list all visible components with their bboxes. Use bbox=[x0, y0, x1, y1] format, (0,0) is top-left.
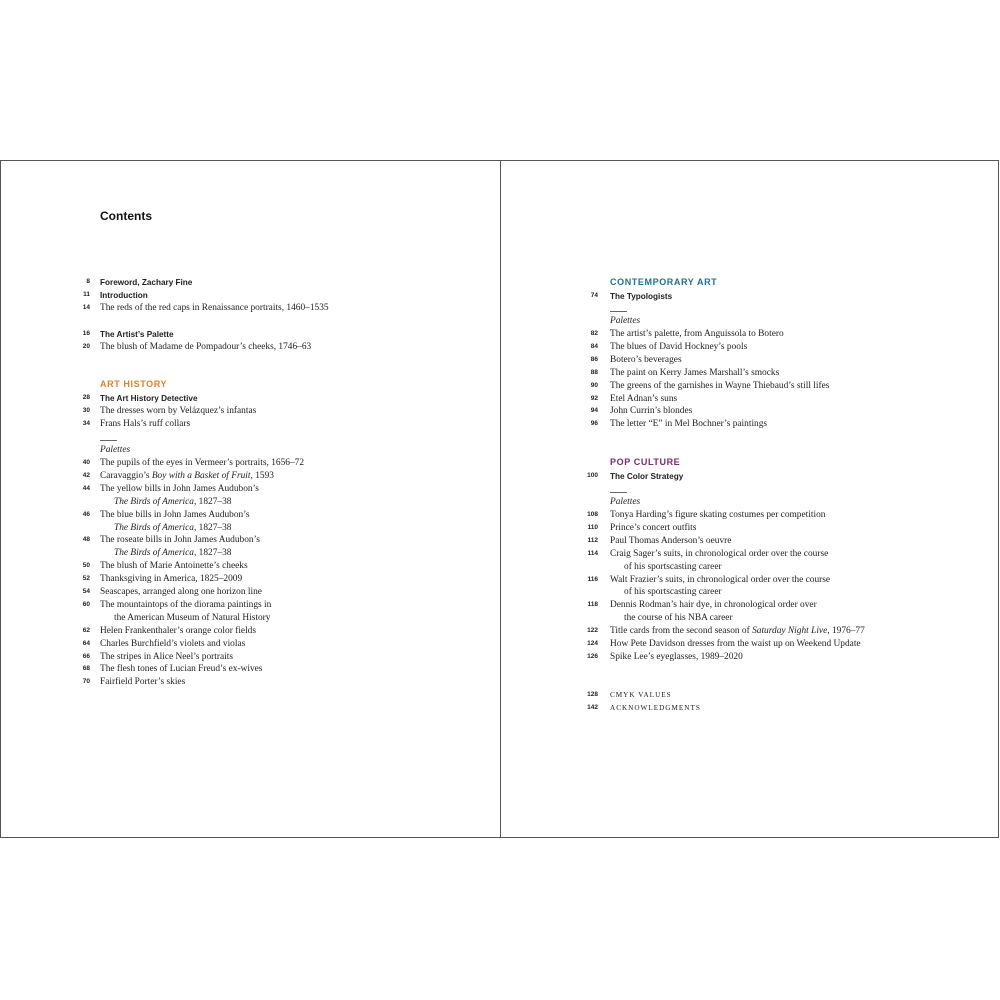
entry-title: The dresses worn by Velázquez’s infantas bbox=[100, 405, 257, 416]
entry-title: The greens of the garnishes in Wayne Thiebaud’s still lifes bbox=[610, 380, 830, 391]
toc-entry bbox=[1, 341, 500, 354]
toc-entry bbox=[501, 574, 1000, 587]
book-spread bbox=[0, 160, 999, 838]
toc-entry bbox=[501, 625, 1000, 638]
entry-title: Dennis Rodman’s hair dye, in chronological order over bbox=[610, 600, 817, 611]
toc-entry bbox=[501, 418, 1000, 431]
page-number: 96 bbox=[590, 420, 598, 428]
divider-rule bbox=[610, 311, 627, 312]
entry-title: The reds of the red caps in Renaissance portraits, 1460–1535 bbox=[100, 302, 329, 313]
page-number: 54 bbox=[82, 588, 90, 595]
page-number: 70 bbox=[82, 678, 90, 686]
toc-entry bbox=[501, 638, 1000, 651]
entry-title: The mountaintops of the diorama paintings in bbox=[100, 599, 272, 610]
entry-title: The blush of Marie Antoinette’s cheeks bbox=[100, 561, 248, 572]
toc-entry bbox=[1, 625, 500, 638]
page-number: 108 bbox=[587, 511, 598, 518]
entry-title: Helen Frankenthaler’s orange color fields bbox=[100, 625, 257, 636]
toc-entry bbox=[1, 483, 500, 496]
page-number: 14 bbox=[82, 303, 90, 311]
toc-entry bbox=[1, 676, 500, 689]
toc-entry bbox=[1, 392, 500, 405]
entry-title: Fairfield Porter’s skies bbox=[100, 677, 186, 688]
toc-entry bbox=[1, 534, 500, 547]
page-number: 52 bbox=[82, 575, 90, 583]
toc-entry bbox=[501, 702, 1000, 715]
entry-title: Seascapes, arranged along one horizon line bbox=[100, 587, 262, 597]
page-number: 64 bbox=[82, 639, 90, 647]
toc-entry bbox=[1, 418, 500, 431]
toc-entry bbox=[1, 328, 500, 341]
toc-entry bbox=[501, 328, 1000, 341]
left-page bbox=[1, 161, 500, 837]
page-number: 34 bbox=[82, 419, 90, 427]
toc-entry bbox=[501, 290, 1000, 303]
entry-title: Caravaggio’s Boy with a Basket of Fruit, 1593 bbox=[100, 470, 274, 481]
toc-entry bbox=[1, 509, 500, 522]
entry-title: Thanksgiving in America, 1825–2009 bbox=[100, 574, 243, 585]
page-number: 84 bbox=[590, 342, 598, 350]
entry-title: The stripes in Alice Neel’s portraits bbox=[100, 651, 234, 662]
toc-entry bbox=[1, 573, 500, 586]
entry-title: of his sportscasting career bbox=[624, 587, 722, 598]
entry-title: The Color Strategy bbox=[610, 472, 684, 481]
page-title: Contents bbox=[100, 209, 152, 223]
page-number: 86 bbox=[590, 355, 598, 363]
page-number: 100 bbox=[587, 472, 598, 479]
entry-title: ACKNOWLEDGMENTS bbox=[610, 703, 701, 712]
entry-title: The roseate bills in John James Audubon’s bbox=[100, 535, 260, 546]
entry-title: Introduction bbox=[100, 290, 148, 300]
toc-entry bbox=[1, 638, 500, 651]
entry-title: The blush of Madame de Pompadour’s cheeks, 1746–63 bbox=[100, 341, 312, 352]
entry-title: Palettes bbox=[610, 316, 641, 326]
page-number: 48 bbox=[82, 536, 90, 544]
entry-title: The paint on Kerry James Marshall’s smocks bbox=[610, 367, 780, 378]
entry-title: The blues of David Hockney’s pools bbox=[610, 341, 748, 352]
page-number: 42 bbox=[82, 471, 90, 479]
toc-entry bbox=[501, 689, 1000, 702]
toc-entry bbox=[501, 651, 1000, 664]
page-number: 112 bbox=[587, 536, 598, 544]
page-number: 68 bbox=[82, 665, 90, 673]
entry-title: The Birds of America, 1827–38 bbox=[114, 548, 232, 559]
toc-entry bbox=[501, 561, 1000, 574]
toc-entry bbox=[501, 586, 1000, 599]
toc-entry bbox=[1, 444, 500, 457]
toc-entry bbox=[501, 496, 1000, 509]
divider-rule bbox=[100, 440, 117, 441]
page-number: 62 bbox=[82, 626, 90, 634]
page-number: 110 bbox=[587, 523, 598, 531]
section-pop-culture: POP CULTURE bbox=[610, 457, 681, 467]
toc-entry bbox=[501, 354, 1000, 367]
entry-title: The Birds of America, 1827–38 bbox=[114, 496, 232, 507]
entry-title: The Art History Detective bbox=[100, 394, 198, 403]
page-number: 8 bbox=[86, 278, 90, 285]
page-number: 11 bbox=[83, 290, 90, 298]
page-number: 92 bbox=[590, 394, 598, 402]
toc-entry bbox=[501, 535, 1000, 548]
page-number: 50 bbox=[82, 562, 90, 570]
toc-entry bbox=[501, 315, 1000, 328]
entry-title: How Pete Davidson dresses from the waist up on Weekend Update bbox=[610, 639, 861, 649]
entry-title: The yellow bills in John James Audubon’s bbox=[100, 483, 259, 494]
entry-title: Foreword, Zachary Fine bbox=[100, 278, 193, 287]
entry-title: CMYK VALUES bbox=[610, 691, 672, 699]
page-number: 40 bbox=[82, 459, 90, 466]
toc-entry bbox=[1, 302, 500, 315]
toc-entry bbox=[1, 651, 500, 664]
toc-entry bbox=[1, 663, 500, 676]
toc-entry bbox=[501, 522, 1000, 535]
divider-rule bbox=[610, 492, 627, 493]
entry-title: The artist’s palette, from Anguissola to Botero bbox=[610, 329, 784, 339]
entry-title: Title cards from the second season of Saturday Night Live, 1976–77 bbox=[610, 626, 865, 637]
page-number: 122 bbox=[587, 627, 598, 635]
entry-title: The pupils of the eyes in Vermeer’s portraits, 1656–72 bbox=[100, 458, 305, 468]
entry-title: Craig Sager’s suits, in chronological order over the course bbox=[610, 548, 829, 559]
page-number: 60 bbox=[82, 600, 90, 608]
toc-entry bbox=[501, 405, 1000, 418]
entry-title: of his sportscasting career bbox=[624, 561, 722, 572]
page-number: 66 bbox=[82, 652, 90, 660]
entry-title: The Typologists bbox=[610, 292, 673, 301]
toc-entry bbox=[1, 276, 500, 289]
page-number: 118 bbox=[587, 601, 598, 609]
entry-title: Prince’s concert outfits bbox=[610, 522, 697, 533]
entry-title: Palettes bbox=[610, 497, 641, 507]
entry-title: Walt Frazier’s suits, in chronological order over the course bbox=[610, 574, 831, 585]
entry-title: Tonya Harding’s figure skating costumes per competition bbox=[610, 510, 826, 520]
entry-title: Botero’s beverages bbox=[610, 354, 682, 365]
entry-title: John Currin’s blondes bbox=[610, 406, 693, 417]
entry-title: Frans Hals’s ruff collars bbox=[100, 418, 191, 429]
toc-entry bbox=[1, 496, 500, 509]
entry-title: The flesh tones of Lucian Freud’s ex-wives bbox=[100, 664, 263, 675]
entry-title: Etel Adnan’s suns bbox=[610, 393, 678, 404]
page-number: 20 bbox=[82, 342, 90, 350]
toc-entry bbox=[501, 612, 1000, 625]
page-number: 116 bbox=[587, 575, 598, 583]
toc-entry bbox=[1, 470, 500, 483]
entry-title: Palettes bbox=[100, 445, 131, 455]
page-number: 142 bbox=[587, 703, 598, 711]
toc-entry bbox=[1, 405, 500, 418]
page-number: 30 bbox=[82, 406, 90, 414]
toc-entry bbox=[1, 522, 500, 535]
page-number: 114 bbox=[587, 549, 598, 557]
entry-title: Paul Thomas Anderson’s oeuvre bbox=[610, 535, 732, 546]
toc-entry bbox=[501, 509, 1000, 522]
right-page bbox=[501, 161, 1000, 837]
entry-title: the course of his NBA career bbox=[624, 613, 733, 624]
page-number: 74 bbox=[590, 292, 598, 299]
toc-entry bbox=[501, 380, 1000, 393]
entry-title: Spike Lee’s eyeglasses, 1989–2020 bbox=[610, 651, 743, 662]
entry-title: The blue bills in John James Audubon’s bbox=[100, 509, 250, 520]
page-number: 128 bbox=[587, 691, 598, 698]
toc-entry bbox=[1, 586, 500, 599]
toc-entry bbox=[501, 599, 1000, 612]
page-number: 82 bbox=[590, 330, 598, 337]
page-number: 88 bbox=[590, 368, 598, 376]
toc-entry bbox=[1, 599, 500, 612]
toc-entry bbox=[501, 341, 1000, 354]
toc-entry bbox=[1, 612, 500, 625]
entry-title: The Birds of America, 1827–38 bbox=[114, 522, 232, 533]
page-number: 46 bbox=[82, 510, 90, 518]
section-art-history: ART HISTORY bbox=[100, 379, 168, 389]
toc-entry bbox=[1, 457, 500, 470]
toc-entry bbox=[501, 470, 1000, 483]
toc-entry bbox=[501, 393, 1000, 406]
page-number: 124 bbox=[587, 640, 598, 647]
page-number: 94 bbox=[590, 407, 598, 415]
page-number: 16 bbox=[82, 330, 90, 337]
entry-title: The Artist’s Palette bbox=[100, 330, 174, 339]
section-contemporary-art: CONTEMPORARY ART bbox=[610, 277, 718, 287]
toc-entry bbox=[1, 547, 500, 560]
toc-entry bbox=[1, 560, 500, 573]
entry-title: Charles Burchfield’s violets and violas bbox=[100, 638, 246, 649]
toc-entry bbox=[501, 367, 1000, 380]
entry-title: the American Museum of Natural History bbox=[114, 612, 271, 623]
page-number: 28 bbox=[82, 394, 90, 401]
page-number: 126 bbox=[587, 652, 598, 660]
page-number: 44 bbox=[82, 484, 90, 492]
toc-entry bbox=[1, 289, 500, 302]
page-number: 90 bbox=[590, 381, 598, 389]
toc-entry bbox=[501, 548, 1000, 561]
entry-title: The letter “E” in Mel Bochner’s paintings bbox=[610, 419, 768, 430]
